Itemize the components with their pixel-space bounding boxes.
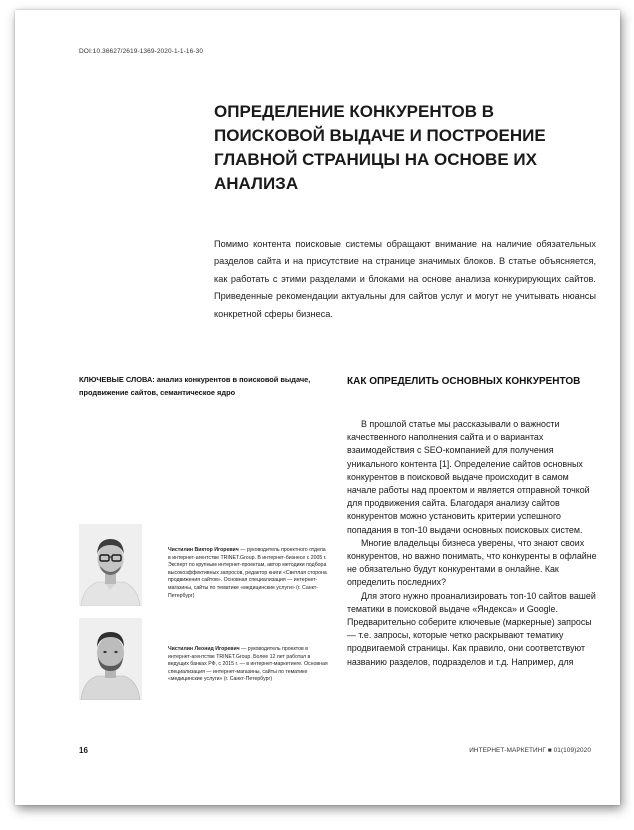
article-title: ОПРЕДЕЛЕНИЕ КОНКУРЕНТОВ В ПОИСКОВОЙ ВЫДАЧЕ И ПОСТРОЕНИЕ ГЛАВНОЙ СТРАНИЦЫ НА ОСНОВЕ ИХ АНАЛИЗА — [214, 102, 546, 193]
body-text — [347, 418, 597, 669]
author-bio-text: — руководитель проектов в интернет-агентстве TRINET.Group. Более 12 лет работал в ведущих банках РФ, с 2015 г. — в интернет-маркетинге. Основная специализация — интернет-магазины, сайты по тематике «медицинские услуги» (г. Санкт-Петербург) — [168, 646, 328, 683]
author-photo — [79, 524, 142, 606]
journal-page — [15, 10, 620, 805]
abstract: Помимо контента поисковые системы обращают внимание на наличие обязательных разделов сайта и на присутствие на странице значимых блоков. В статье объясняется, как работать с этими разделами и блоками на основе анализа конкурирующих сайтов. Приведенные рекомендации актуальны для сайтов услуг и могут не учитывать нюансы конкретной сферы бизнеса. — [214, 239, 596, 319]
author-bio — [168, 547, 328, 600]
author-bio-text: — руководитель проектного отдела в интернет-агентстве TRINET.Group. В интернет-бизнесе с 2005 г. Эксперт по крупным интернет-проектам, автор методики подбора высокоэффективных запросов, редактор книги «Светлая сторона продвижения сайтов». Основная специализация — интернет-магазины, сайты по тематике «медицинские услуги» (г. Санкт-Петербург) — [168, 547, 327, 599]
author-name: Чистилин Виктор Игоревич — [168, 547, 239, 553]
doi: DOI:10.36627/2619-1369-2020-1-1-16-30 — [79, 48, 204, 55]
keywords-text: анализ конкурентов в поисковой выдаче, продвижение сайтов, семантическое ядро — [79, 375, 311, 397]
journal-footer: ИНТЕРНЕТ-МАРКЕТИНГ ■ 01(109)2020 — [469, 747, 591, 754]
author-photo — [79, 618, 142, 700]
author-bio — [168, 646, 328, 684]
body-paragraph: В прошлой статье мы рассказывали о важности качественного наполнения сайта и о вариантах взаимодействия с SEO-компанией для получения уникального контента [1]. Определение сайтов основных конкурентов в поисковой выдаче происходит в самом начале работы над проектом и является отправной точкой для продвижения сайта. Благодаря анализу сайтов конкурентов можно установить критерии успешного попадания в топ-10 выдачи основных поисковых систем. — [347, 419, 590, 535]
author-name: Чистилин Леонид Игоревич — [168, 646, 240, 652]
section-heading: КАК ОПРЕДЕЛИТЬ ОСНОВНЫХ КОНКУРЕНТОВ — [347, 376, 581, 387]
body-paragraph: Многие владельцы бизнеса уверены, что знают своих конкурентов, но важно понимать, что конкуренты в офлайне не обязательно будут конкурентами в онлайне. Как определить последних? — [347, 537, 597, 588]
page-number: 16 — [79, 746, 88, 755]
body-paragraph: Для этого нужно проанализировать топ-10 сайтов вашей тематики в поисковой выдаче «Яндекса» и Google. Предварительно соберите ключевые (маркерные) запросы — т.е. запросы, которые четко раскрывают тематику продвигаемой страницы. Как правило, они соответствуют названию разделов, подразделов и т.д. Например, для — [347, 590, 596, 667]
keywords — [79, 374, 344, 399]
keywords-label: КЛЮЧЕВЫЕ СЛОВА: — [79, 375, 155, 384]
